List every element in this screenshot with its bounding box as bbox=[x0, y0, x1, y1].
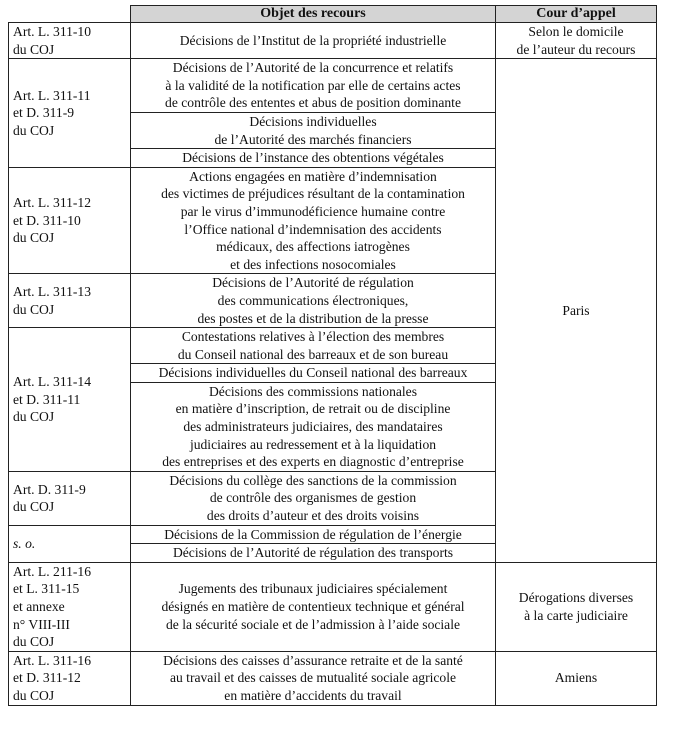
text-line: du COJ bbox=[13, 409, 55, 425]
text-line: désignés en matière de contentieux technique et général bbox=[161, 599, 465, 614]
text-line: Art. L. 211-16 bbox=[13, 563, 92, 579]
text-line: Décisions individuelles du Conseil national des barreaux bbox=[158, 365, 468, 381]
text-line: Art. L. 311-14 bbox=[13, 374, 92, 390]
cour-appel-cell bbox=[496, 562, 657, 651]
text-line: du COJ bbox=[13, 499, 55, 515]
text-line: du COJ bbox=[13, 301, 55, 317]
text-line: et des infections nosocomiales bbox=[230, 256, 396, 272]
text-line: Art. L. 311-12 bbox=[13, 195, 92, 211]
text-line: Art. L. 311-13 bbox=[13, 284, 92, 300]
text-line: en matière d’accidents du travail bbox=[224, 687, 402, 703]
text-line: Décisions des commissions nationales bbox=[208, 383, 418, 399]
text-line: Selon le domicile bbox=[528, 24, 624, 39]
text-line: du COJ bbox=[13, 634, 55, 650]
cour-appel-cell bbox=[496, 23, 657, 59]
text-line: des droits d’auteur et des droits voisins bbox=[206, 508, 420, 524]
article-reference-cell bbox=[9, 562, 131, 651]
text-line: de l’Autorité des marchés financiers bbox=[214, 131, 412, 147]
text-line: Dérogations diverses bbox=[518, 590, 634, 606]
text-line: et D. 311-11 bbox=[13, 391, 81, 407]
objet-recours-cell bbox=[131, 149, 496, 168]
cour-appel-cell bbox=[496, 651, 657, 705]
text-line: Décisions de l’Autorité de régulation des transports bbox=[172, 545, 454, 561]
text-line: à la validité de la notification par elle de certains actes bbox=[165, 77, 461, 93]
text-line: Art. L. 311-11 bbox=[13, 87, 91, 103]
text-line: n° VIII-III bbox=[13, 616, 70, 632]
text-line: Décisions de l’Autorité de régulation bbox=[212, 275, 414, 291]
article-reference-cell bbox=[9, 651, 131, 705]
text-line: et annexe bbox=[13, 599, 65, 614]
objet-recours-cell bbox=[131, 382, 496, 471]
text-line: Décisions individuelles bbox=[249, 113, 377, 129]
text-line: de contrôle des organismes de gestion bbox=[209, 490, 417, 506]
objet-recours-cell bbox=[131, 274, 496, 328]
text-line: Décisions de la Commission de régulation de l’énergie bbox=[164, 526, 462, 542]
text-line: Décisions du collège des sanctions de la commission bbox=[169, 472, 457, 488]
text-line: et L. 311-15 bbox=[13, 581, 80, 597]
article-reference-cell bbox=[9, 274, 131, 328]
text-line: des entreprises et des experts en diagnostic d’entreprise bbox=[162, 454, 464, 470]
objet-recours-cell bbox=[131, 364, 496, 383]
text-line: par le virus d’immunodéficience humaine contre bbox=[180, 203, 446, 219]
text-line: Art. L. 311-16 bbox=[13, 652, 92, 668]
objet-recours-cell bbox=[131, 23, 496, 59]
article-reference-cell bbox=[9, 471, 131, 525]
text-line: Amiens bbox=[554, 670, 598, 686]
text-line: à la carte judiciaire bbox=[524, 607, 628, 623]
text-line: du COJ bbox=[13, 122, 55, 138]
text-line: du COJ bbox=[13, 230, 55, 246]
objet-recours-cell bbox=[131, 167, 496, 274]
objet-recours-cell bbox=[131, 525, 496, 544]
text-line: du Conseil national des barreaux et de son bureau bbox=[177, 346, 449, 362]
objet-recours-cell bbox=[131, 112, 496, 148]
header-row bbox=[9, 6, 657, 23]
text-line: des administrateurs judiciaires, des mandataires bbox=[183, 419, 443, 435]
text-line: Décisions de l’Autorité de la concurrence et relatifs bbox=[172, 60, 454, 76]
objet-recours-cell bbox=[131, 59, 496, 113]
text-line: en matière d’inscription, de retrait ou de discipline bbox=[175, 401, 451, 417]
objet-recours-cell bbox=[131, 651, 496, 705]
cour-appel-table bbox=[8, 5, 657, 706]
text-line: s. o. bbox=[13, 535, 36, 551]
text-line: Actions engagées en matière d’indemnisation bbox=[189, 168, 437, 184]
objet-recours-cell bbox=[131, 471, 496, 525]
text-line: Décisions de l’Institut de la propriété industrielle bbox=[179, 32, 447, 48]
text-line: du COJ bbox=[13, 687, 55, 703]
article-reference-cell bbox=[9, 167, 131, 274]
text-line: et D. 311-10 bbox=[13, 212, 81, 228]
text-line: l’Office national d’indemnisation des accidents bbox=[184, 221, 442, 237]
text-line: médicaux, des affections iatrogènes bbox=[216, 239, 410, 255]
objet-recours-cell bbox=[131, 328, 496, 364]
table-row bbox=[9, 562, 657, 651]
article-reference-cell bbox=[9, 23, 131, 59]
text-line: de la sécurité sociale et de l’admission à l’aide sociale bbox=[165, 616, 461, 632]
text-line: du COJ bbox=[13, 41, 55, 57]
text-line: des postes et de la distribution de la presse bbox=[197, 310, 429, 326]
text-line: et D. 311-9 bbox=[13, 105, 75, 121]
text-line: judiciaires au redressement et à la liquidation bbox=[189, 436, 437, 452]
article-reference-cell bbox=[9, 59, 131, 168]
text-line: Art. L. 311-10 bbox=[13, 24, 92, 39]
text-line: Décisions de l’instance des obtentions végétales bbox=[182, 150, 444, 166]
text-line: et D. 311-12 bbox=[13, 670, 81, 686]
table-row bbox=[9, 23, 657, 59]
header-cour: Cour d’appel bbox=[496, 6, 657, 23]
header-objet: Objet des recours bbox=[131, 6, 496, 23]
article-reference-cell bbox=[9, 328, 131, 472]
table-row bbox=[9, 59, 657, 113]
objet-recours-cell bbox=[131, 562, 496, 651]
text-line: de l’auteur du recours bbox=[516, 41, 636, 57]
text-line: Décisions des caisses d’assurance retraite et de la santé bbox=[163, 652, 463, 668]
text-line: Jugements des tribunaux judiciaires spécialement bbox=[178, 581, 448, 597]
text-line: Art. D. 311-9 bbox=[13, 481, 86, 497]
cour-appel-paris-cell: Paris bbox=[496, 59, 657, 563]
objet-recours-cell bbox=[131, 544, 496, 563]
text-line: des communications électroniques, bbox=[217, 292, 409, 308]
article-reference-cell bbox=[9, 525, 131, 562]
text-line: au travail et des caisses de mutualité sociale agricole bbox=[169, 670, 457, 686]
header-blank bbox=[9, 6, 131, 23]
text-line: de contrôle des ententes et abus de position dominante bbox=[165, 95, 461, 111]
text-line: Contestations relatives à l’élection des membres bbox=[181, 329, 445, 345]
text-line: des victimes de préjudices résultant de la contamination bbox=[161, 186, 465, 202]
table-row bbox=[9, 651, 657, 705]
